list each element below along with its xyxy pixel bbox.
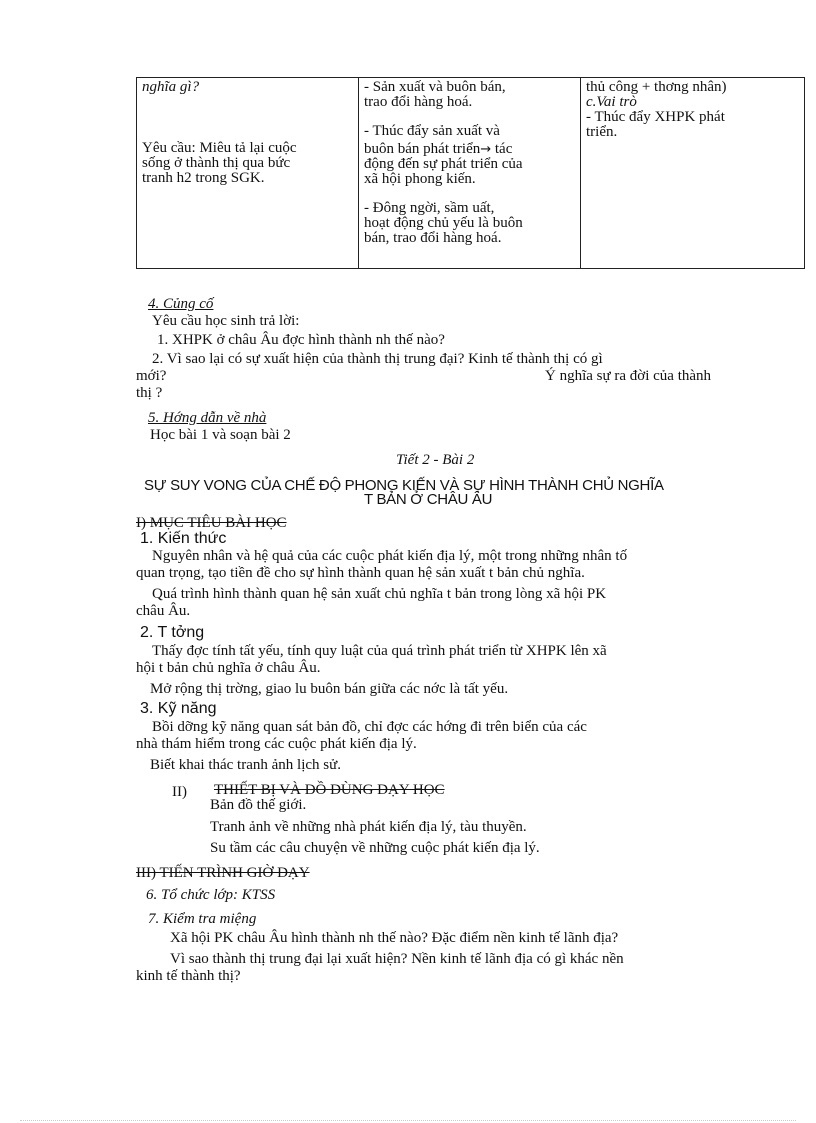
subheading: 1. Kiến thức (140, 530, 227, 547)
paragraph: Yêu cầu học sinh trả lời: (152, 313, 300, 329)
section-number: II) (172, 784, 187, 800)
list-item: Su tầm các câu chuyện về những cuộc phát kiến địa lý. (210, 840, 540, 856)
cell-text: tác (494, 141, 513, 157)
cell-text: - Thúc đẩy sản xuất và (364, 123, 500, 139)
cell-text: bán, trao đổi hàng hoá. (364, 230, 502, 246)
paragraph: nhà thám hiểm trong các cuộc phát kiến địa lý. (136, 736, 417, 752)
cell-text: - Sản xuất và buôn bán, (364, 79, 506, 95)
cell-text: triển. (586, 124, 618, 140)
list-item: 6. Tổ chức lớp: KTSS (146, 887, 276, 903)
cell-text: trao đổi hàng hoá. (364, 94, 473, 110)
cell-text: - Đông ngời, sầm uất, (364, 200, 495, 216)
table-cell-answer (359, 78, 581, 269)
cell-text: buôn bán phát triển (364, 141, 481, 157)
question-1: 1. XHPK ở châu Âu đợc hình thành nh thế nào? (157, 332, 445, 348)
cell-text: xã hội phong kiến. (364, 171, 476, 187)
paragraph: Quá trình hình thành quan hệ sản xuất chủ nghĩa t bản trong lòng xã hội PK (152, 586, 607, 602)
paragraph: Học bài 1 và soạn bài 2 (150, 427, 291, 443)
cell-text: - Thúc đẩy XHPK phát (586, 109, 725, 125)
list-item: 7. Kiểm tra miệng (148, 911, 257, 927)
cell-text: nghĩa gì? (142, 79, 200, 95)
list-item: Tranh ảnh về những nhà phát kiến địa lý, tàu thuyền. (210, 819, 527, 835)
cell-text: sống ở thành thị qua bức (142, 155, 291, 171)
paragraph: Xã hội PK châu Âu hình thành nh thế nào? Đặc điểm nền kinh tế lãnh địa? (170, 930, 619, 946)
paragraph: Vì sao thành thị trung đại lại xuất hiện? Nền kinh tế lãnh địa có gì khác nền (170, 951, 624, 967)
paragraph: Bồi dỡng kỹ năng quan sát bản đồ, chỉ đợc các hớng đi trên biển của các (152, 719, 587, 735)
question-2-cont: Ý nghĩa sự ra đời của thành (545, 368, 712, 384)
paragraph: Mở rộng thị trờng, giao lu buôn bán giữa các nớc là tất yếu. (150, 681, 509, 697)
cell-text: hoạt động chủ yếu là buôn (364, 215, 523, 231)
paragraph: kinh tế thành thị? (136, 968, 241, 984)
cell-text: động đến sự phát triển của (364, 156, 523, 172)
paragraph: Nguyên nhân và hệ quả của các cuộc phát kiến địa lý, một trong những nhân tố (152, 548, 628, 564)
lesson-subtitle: Tiết 2 - Bài 2 (396, 452, 475, 468)
cell-text: tranh h2 trong SGK. (142, 170, 265, 186)
section-heading-tientrinh: III) TIẾN TRÌNH GIỜ DẠY (136, 865, 310, 881)
section-heading-muctieu: I) MỤC TIÊU BÀI HỌC (136, 515, 287, 531)
section-heading-thietbi: THIẾT BỊ VÀ ĐỒ DÙNG DẠY HỌC (214, 782, 445, 798)
paragraph: Biết khai thác tranh ảnh lịch sử. (150, 757, 341, 773)
paragraph: quan trọng, tạo tiền đề cho sự hình thành quan hệ sản xuất t bản chủ nghĩa. (136, 565, 585, 581)
table-cell-notes (581, 78, 805, 269)
paragraph: hội t bản chủ nghĩa ở châu Âu. (136, 660, 321, 676)
content-table (136, 77, 805, 269)
paragraph: Thấy đợc tính tất yếu, tính quy luật của quá trình phát triển từ XHPK lên xã (152, 643, 607, 659)
question-2-cont: thị ? (136, 385, 163, 401)
lesson-title-cont: T BẢN Ở CHÂU ÂU (364, 491, 493, 508)
question-2: 2. Vì sao lại có sự xuất hiện của thành thị trung đại? Kinh tế thành thị có gì (152, 351, 603, 367)
paragraph: châu Âu. (136, 603, 191, 619)
list-item: Bản đồ thế giới. (210, 797, 307, 813)
arrow-right-icon: → (480, 142, 492, 157)
subheading: 2. T tởng (140, 624, 205, 641)
section-title-cungco: 4. Củng cố (148, 296, 214, 312)
cell-text: c.Vai trò (586, 94, 637, 110)
cell-text: Yêu cầu: Miêu tả lại cuộc (142, 140, 297, 156)
page-bottom-divider (20, 1120, 796, 1121)
table-cell-question (137, 78, 359, 269)
question-2-cont: mới? (136, 368, 167, 384)
lesson-title: SỰ SUY VONG CỦA CHẾ ĐỘ PHONG KIẾN VÀ SỰ HÌNH THÀNH CHỦ NGHĨA (144, 477, 664, 494)
cell-text: thủ công + thơng nhân) (586, 79, 727, 95)
table-row (137, 78, 805, 269)
section-title-huongdan: 5. Hớng dẫn về nhà (148, 410, 267, 426)
subheading: 3. Kỹ năng (140, 700, 217, 717)
